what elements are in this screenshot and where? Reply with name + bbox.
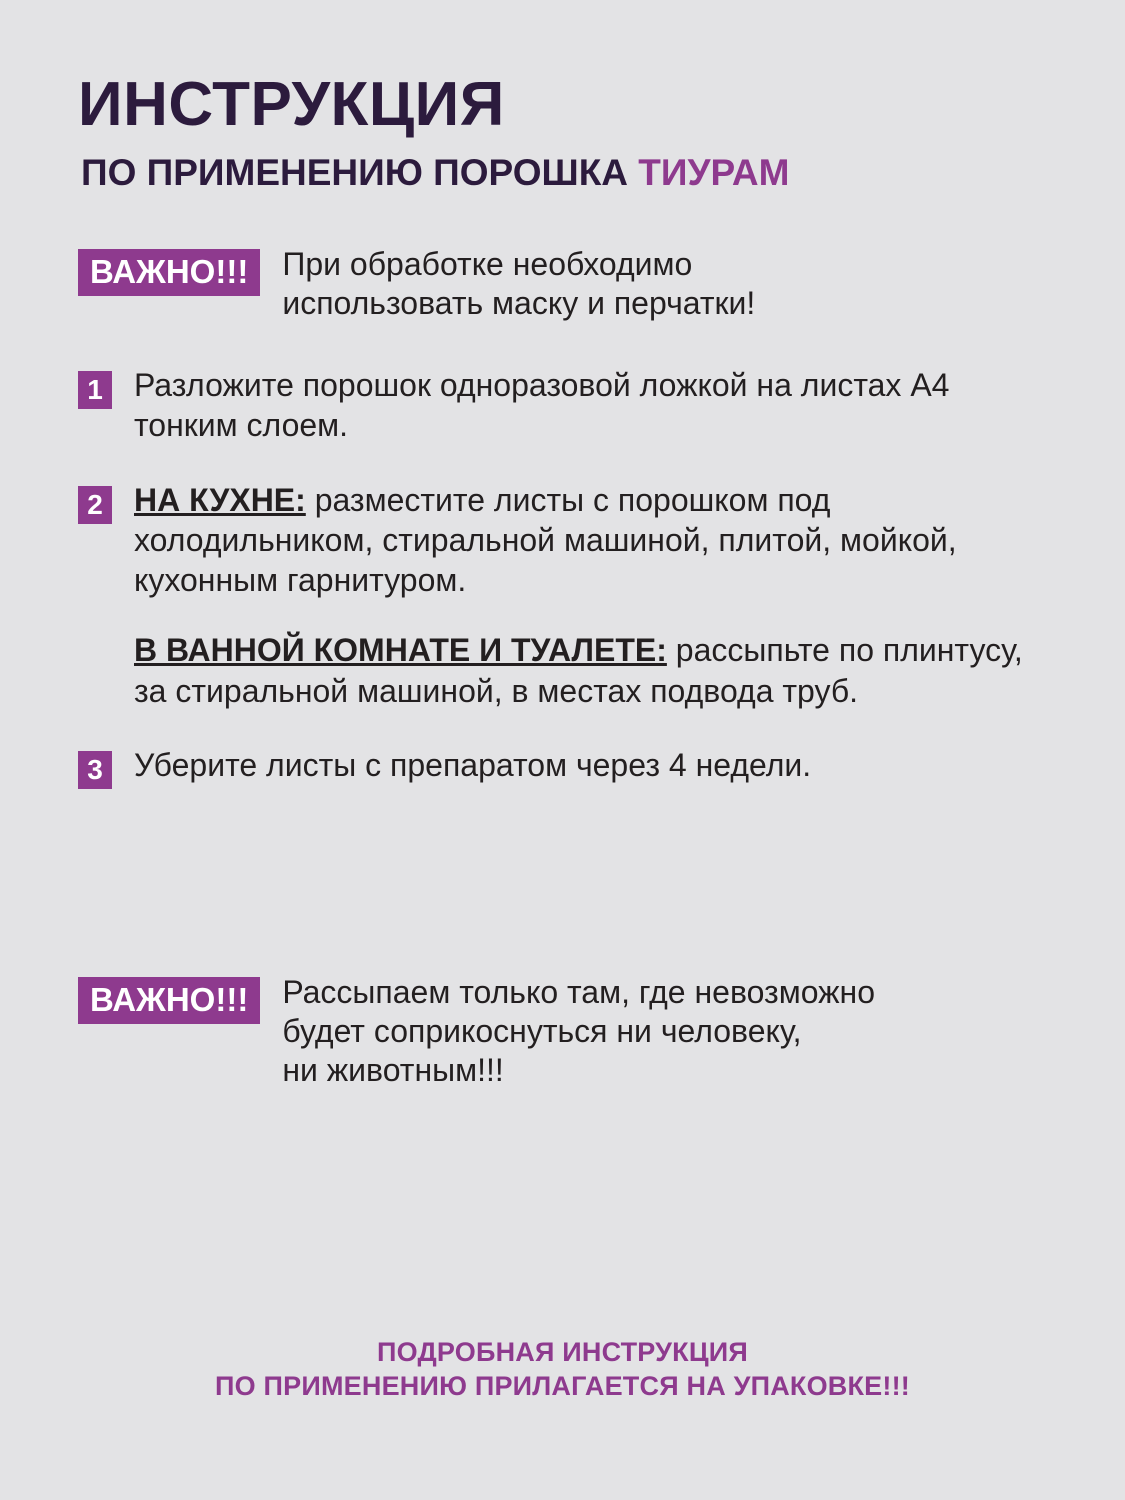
step-body-3 [134,745,811,785]
list-item-step-2 [78,480,1047,712]
important-notice-bottom-text [282,973,875,1090]
footer-line-1: ПОДРОБНАЯ ИНСТРУКЦИЯ [377,1336,748,1367]
step-number-3: 3 [78,751,112,789]
step-number-2: 2 [78,486,112,524]
step-2-kitchen-text: разместите листы с порошком под холодильником, стиральной машиной, плитой, мойкой, кухонным гарнитуром. [134,481,957,599]
brand-name: ТИУРАМ [638,152,790,193]
important-top-line-2: использовать маску и перчатки! [282,284,756,321]
steps-list [78,365,1047,789]
status-badge-important-bottom: ВАЖНО!!! [78,977,260,1024]
step-2-bathroom [134,630,1047,711]
important-bottom-line-2: будет соприкоснуться ни человеку, [282,1013,802,1050]
list-item-step-1 [78,365,1047,446]
footer-note [0,1335,1125,1404]
important-bottom-line-1: Рассыпаем только там, где невозможно [282,974,875,1011]
footer-line-2: ПО ПРИМЕНЕНИЮ ПРИЛАГАЕТСЯ НА УПАКОВКЕ!!! [215,1371,910,1402]
step-body-2 [134,480,1047,712]
step-number-1: 1 [78,371,112,409]
step-2-kitchen [134,480,1047,601]
page-subtitle [81,154,1047,193]
list-item-step-3 [78,745,1047,789]
step-1-text: Разложите порошок одноразовой ложкой на листах А4 тонким слоем. [134,366,950,444]
subtitle-prefix: ПО ПРИМЕНЕНИЮ ПОРОШКА [81,152,639,193]
important-bottom-line-3: ни животным!!! [282,1052,504,1089]
step-2-bathroom-text: рассыпьте по плинтусу, за стиральной машиной, в местах подвода труб. [134,632,1023,709]
step-body-1 [134,365,1047,446]
important-top-line-1: При обработке необходимо [282,245,693,282]
important-notice-bottom [78,973,1047,1090]
status-badge-important-top: ВАЖНО!!! [78,249,260,296]
important-notice-top [78,245,1047,323]
important-notice-top-text [282,245,755,323]
page-title: ИНСТРУКЦИЯ [78,70,505,139]
step-2-bathroom-label: В ВАННОЙ КОМНАТЕ И ТУАЛЕТЕ: [134,632,667,669]
step-3-text: Уберите листы с препаратом через 4 недели. [134,747,812,784]
step-2-kitchen-label: НА КУХНЕ: [134,481,306,518]
title-block [78,0,1047,193]
